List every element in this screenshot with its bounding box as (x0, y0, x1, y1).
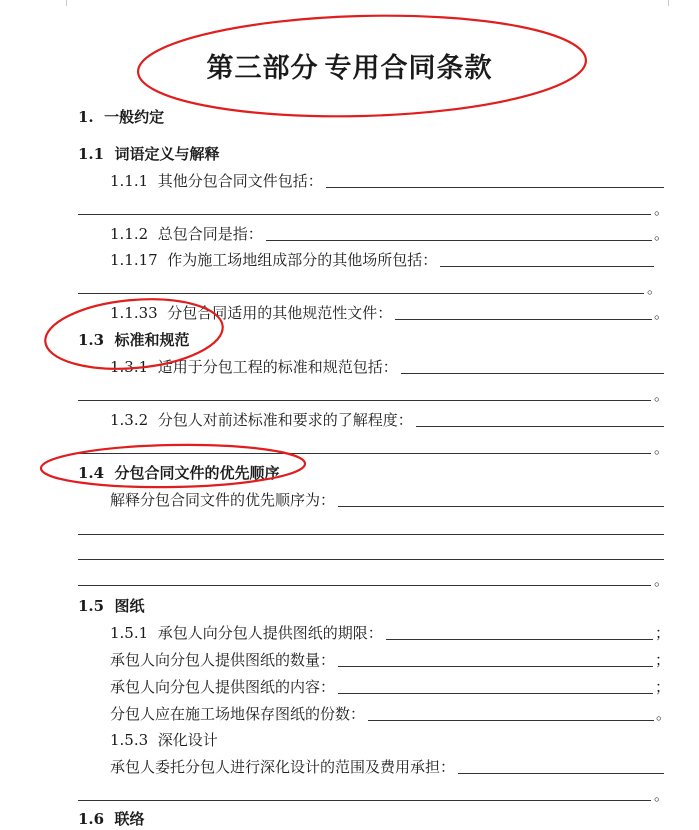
period-mark: 。 (654, 439, 670, 457)
clause-1-5-1: 1.5.1 承包人向分包人提供图纸的期限： ； (110, 624, 671, 642)
blank-line[interactable] (338, 506, 664, 507)
blank-line[interactable] (78, 214, 651, 215)
blank-line[interactable] (416, 426, 664, 427)
clause-drawings-copies: 分包人应在施工场地保存图纸的份数： 。 (110, 705, 672, 723)
clause-1-3-1: 1.3.1 适用于分包工程的标准和规范包括： (110, 356, 666, 378)
blank-line[interactable] (386, 639, 653, 640)
clause-drawings-content: 承包人向分包人提供图纸的内容： ； (110, 678, 671, 696)
clause-1-4-text: 解释分包合同文件的优先顺序为： (110, 489, 666, 511)
blank-line[interactable] (78, 400, 651, 401)
blank-line[interactable] (395, 319, 652, 320)
heading-standards: 1.3 标准和规范 (78, 331, 190, 349)
blank-line[interactable] (338, 693, 653, 694)
clause-1-1-17: 1.1.17 作为施工场地组成部分的其他场所包括： (110, 249, 656, 271)
heading-liaison: 1.6 联络 (78, 810, 145, 828)
clause-1-3-2: 1.3.2 分包人对前述标准和要求的了解程度： (110, 409, 666, 431)
heading-definitions: 1.1 词语定义与解释 (78, 145, 220, 163)
blank-line[interactable] (440, 266, 654, 267)
blank-line[interactable] (401, 373, 664, 374)
heading-drawings: 1.5 图纸 (78, 597, 145, 615)
clause-1-5-3-text: 承包人委托分包人进行深化设计的范围及费用承担： (110, 756, 666, 778)
blank-line[interactable] (458, 773, 664, 774)
clause-drawings-quantity: 承包人向分包人提供图纸的数量： ； (110, 651, 671, 669)
blank-line[interactable] (326, 187, 664, 188)
blank-line[interactable] (78, 585, 651, 586)
blank-line[interactable] (266, 240, 652, 241)
blank-line[interactable] (368, 720, 654, 721)
blank-line[interactable] (338, 666, 653, 667)
clause-1-1-2: 1.1.2 总包合同是指： 。 (110, 225, 670, 243)
crop-mark-left (58, 0, 67, 6)
clause-1-1-33: 1.1.33 分包合同适用的其他规范性文件： 。 (110, 304, 670, 322)
clause-1-1-1: 1.1.1 其他分包合同文件包括： (110, 170, 666, 192)
period-mark: 。 (654, 571, 670, 589)
crop-mark-right (668, 0, 677, 6)
blank-line[interactable] (78, 293, 644, 294)
period-mark: 。 (647, 279, 663, 297)
clause-1-5-3: 1.5.3 深化设计 (110, 731, 218, 749)
blank-line[interactable] (78, 559, 664, 560)
blank-line[interactable] (78, 800, 651, 801)
period-mark: 。 (654, 200, 670, 218)
period-mark: 。 (654, 386, 670, 404)
heading-priority-order: 1.4 分包合同文件的优先顺序 (78, 464, 280, 482)
page-title: 第三部分 专用合同条款 (206, 53, 493, 84)
blank-line[interactable] (78, 534, 664, 535)
period-mark: 。 (654, 786, 670, 804)
heading-general-provisions: 1. 一般约定 (78, 108, 165, 126)
blank-line[interactable] (78, 453, 651, 454)
